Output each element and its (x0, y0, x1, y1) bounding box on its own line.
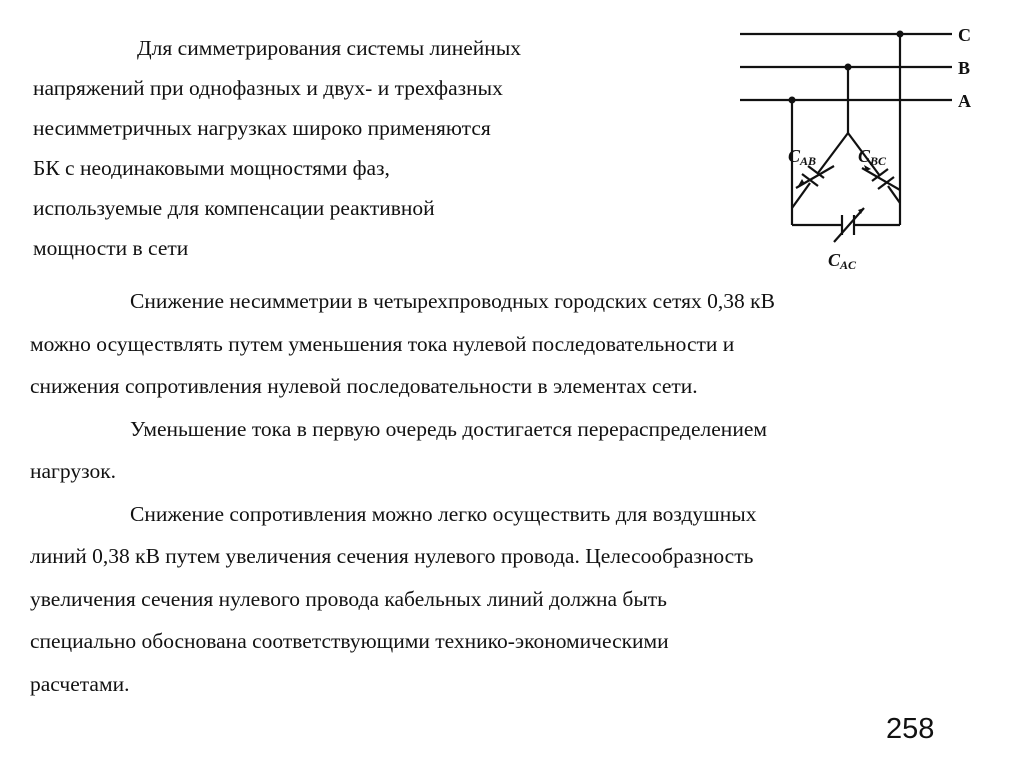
paragraph-line: расчетами. (30, 671, 130, 696)
intro-line: несимметричных нагрузках широко применяются (33, 116, 491, 140)
paragraph-line: снижения сопротивления нулевой последовательности в элементах сети. (30, 374, 698, 398)
paragraph-line: можно осуществлять путем уменьшения тока нулевой последовательности и (30, 331, 735, 356)
intro-line: напряжений при однофазных и двух- и трехфазных (33, 76, 503, 100)
page-number: 258 (886, 713, 935, 745)
capacitor-label-ac: CAC (828, 250, 857, 272)
intro-line: БК с неодинаковыми мощностями фаз, (33, 156, 390, 180)
paragraph-line: нагрузок. (30, 459, 117, 483)
intro-line: Для симметрирования системы линейных (137, 36, 522, 60)
capacitor-bank-diagram (730, 18, 1000, 278)
paragraph-line: специально обоснована соответствующими технико-экономическими (30, 629, 669, 653)
capacitor-label-bc: CBC (858, 146, 887, 168)
paragraph-line: Снижение сопротивления можно легко осуществить для воздушных (130, 501, 757, 526)
paragraph-line: линий 0,38 кВ путем увеличения сечения нулевого провода. Целесообразность (30, 544, 754, 568)
main-text (30, 280, 1005, 705)
phase-label-b: B (958, 58, 971, 78)
paragraph-line: увеличения сечения нулевого провода кабельных линий должна быть (30, 586, 667, 611)
paragraph-line: Уменьшение тока в первую очередь достигается перераспределением (130, 416, 767, 441)
phase-label-a: A (958, 91, 971, 111)
capacitor-label-ab: CAB (788, 146, 817, 168)
intro-paragraph (33, 28, 733, 268)
phase-label-c: C (958, 25, 971, 45)
paragraph-line: Снижение несимметрии в четырехпроводных городских сетях 0,38 кВ (130, 289, 775, 313)
intro-line: мощности в сети (33, 236, 189, 260)
intro-line: используемые для компенсации реактивной (33, 196, 435, 220)
